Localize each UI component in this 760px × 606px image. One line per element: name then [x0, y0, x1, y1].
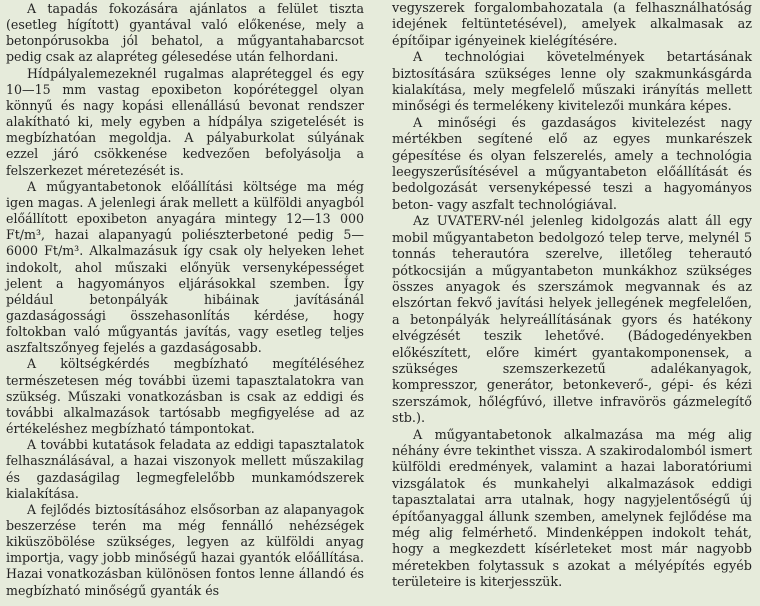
left-column — [6, 1, 364, 599]
paragraph: A műgyantabetonok alkalmazása ma még alig néhány évre tekinthet vissza. A szakirodalomból ismert külföldi eredmények, valamint a hazai laboratóriumi vizsgálatok és munkahelyi alkalmazások eddigi tapasztalatai arra utalnak, hogy nagyjelentőségű új építőanyaggal állunk szemben, amelynek fejlődése ma még alig felmérhető. Mindenképpen indokolt tehát, hogy a megkezdett kísérleteket most már nagyobb méretekben folytassuk s azokat a mélyépítés egyéb területeire is kiterjesszük. — [392, 427, 752, 591]
paragraph: Az UVATERV-nél jelenleg kidolgozás alatt áll egy mobil műgyantabeton bedolgozó telep terve, melynél 5 tonnás teherautóra szerelve, illetőleg teherautó pótkocsiján a műgyantabeton munkákhoz szükséges összes anyagok és szerszámok megvannak és az elszórtan fekvő javítási helyek jellegének megfelelően, a betonpályák helyreállításának gyors és hatékony elvégzését teszik lehetővé. (Bádogedényekben előkészített, előre kimért gyantakomponensek, a szükséges szemszerkezetű adalékanyagok, kompresszor, generátor, betonkeverő-, gépi- és kézi szerszámok, hőlégfúvó, illetve infravörös gázmelegítő stb.). — [392, 214, 752, 427]
paragraph-continuation: vegyszerek forgalombahozatala (a felhasználhatóság idejének feltüntetésével), amelyek alkalmasak az építőipar igényeinek kielégítésére. — [392, 1, 752, 49]
paragraph: A műgyantabetonok előállítási költsége ma még igen magas. A jelenlegi árak mellett a külföldi anyagból előállított epoxibeton anyagára mintegy 12—13 000 Ft/m³, hazai alapanyagú poliészterbetoné pedig 5—6000 Ft/m³. Alkalmazásuk így csak oly helyeken lehet indokolt, ahol műszaki előnyük versenyképességet jelent a hagyományos eljárásokkal szemben. Így például betonpályák hibáinak javításánál gazdaságossági összehasonlítás kérdése, hogy foltokban való műgyantás javítás, vagy esetleg teljes aszfaltszőnyeg fejelés a gazdaságosabb. — [6, 178, 364, 356]
right-column — [392, 1, 752, 592]
paragraph: A további kutatások feladata az eddigi tapasztalatok felhasználásával, a hazai viszonyok mellett műszakilag és gazdaságilag legmegfelelőbb munkamódszerek kialakítása. — [6, 437, 364, 501]
paragraph: A minőségi és gazdaságos kivitelezést nagy mértékben segítené elő az egyes munkarészek gépesítése és olyan felszerelés, amely a technológia leegyszerűsítésével a műgyantabeton előállítását és bedolgozását versenyképessé teszi a hagyományos beton- vagy aszfalt technológiával. — [392, 115, 752, 213]
paragraph: A fejlődés biztosításához elsősorban az alapanyagok beszerzése terén ma még fennálló nehézségek kiküszöbölése szükséges, legyen az külföldi anyag importja, vagy jobb minőségű hazai gyantók előállítása. Hazai vonatkozásban különösen fontos lenne állandó és megbízható minőségű gyanták és — [6, 501, 364, 598]
paragraph: A technológiai követelmények betartásának biztosítására szükséges lenne oly szakmunkásgárda kialakítása, mely megfelelő műszaki irányítás mellett minőségi és termelékeny kivitelezői munkára képes. — [392, 50, 752, 115]
paragraph: A költségkérdés megbízható megítéléséhez természetesen még további üzemi tapasztalatokra van szükség. Műszaki vonatkozásban is csak az eddigi és további alkalmazások tartósabb megfigyelése ad az értékeléshez megbízható támpontokat. — [6, 356, 364, 437]
paragraph: Hídpályalemezeknél rugalmas alapréteggel és egy 10—15 mm vastag epoxibeton kopóréteggel olyan könnyű és nagy kopási ellenállású bevonat rendszer alakítható ki, mely egyben a hídpálya szigetelését is megbízhatóan megoldja. A pályaburkolat súlyának ezzel járó csökkenése kedvezően befolyásolja a felszerkezet méretezését is. — [6, 65, 364, 178]
paragraph: A tapadás fokozására ajánlatos a felület tiszta (esetleg hígított) gyantával való előkenése, mely a betonpórusokba jól behatol, a műgyantahabarcsot pedig csak az alapréteg gélesedése után felhordani. — [6, 1, 364, 65]
